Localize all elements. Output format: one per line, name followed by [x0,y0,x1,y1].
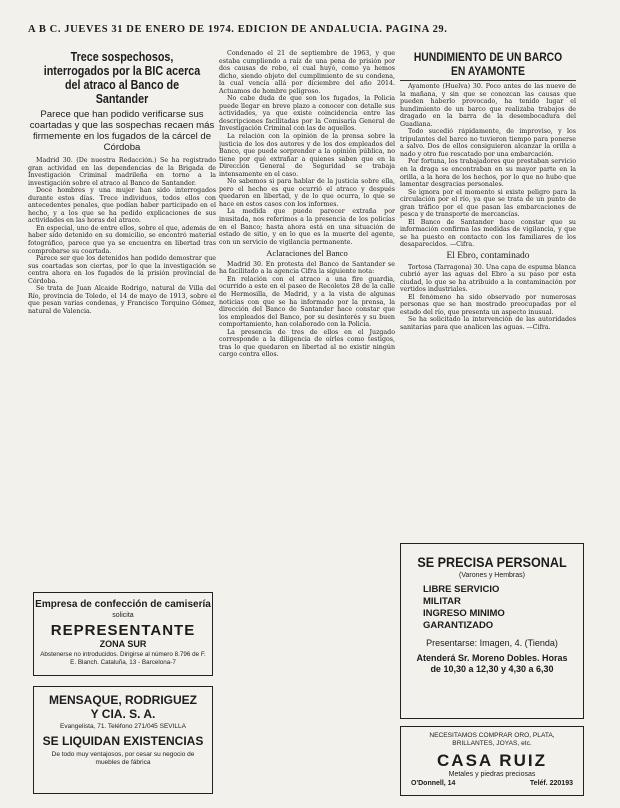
ad-details: De todo muy ventajosos, por cesar su negocio de muebles de fábrica [51,751,195,766]
ad-mensaque [33,686,213,794]
ad-contact: Presentarse: Imagen, 4. (Tienda) [426,638,558,648]
ad-phone: Teléf. 220193 [529,780,573,787]
article-headline: Trece sospechosos, interrogados por la BIC acerca del atraco al Banco de Santander [43,50,201,106]
ad-main: REPRESENTANTE [50,622,196,639]
article-atraco [28,50,216,315]
ad-main: CASA RUIZ [437,751,547,770]
page-header: A B C. JUEVES 31 DE ENERO DE 1974. EDICION DE ANDALUCIA. PAGINA 29. [28,24,448,35]
ad-requirement: LIBRE SERVICIO [423,584,500,595]
ad-address: O'Donnell, 14 [411,780,456,787]
article-headline: HUNDIMIENTO DE UN BARCO EN AYAMONTE [413,50,563,78]
article-paragraph: Se trata de Juan Alcaide Rodrigo, natural de Villa del Río, provincia de Toledo, el 14 de mayo de 1913, sobre el que pesan varias condenas, y Francisco Torquino Gómez, natural de Valencia. [28,285,216,315]
article-paragraph: No cabe duda de que son los fugados, la Policía puede llegar en breve plazo a conocer con detalle sus actividades, ya que existe coincidencia entre las descripciones facilitadas por la Comisaría General de Investigación Criminal con las de aquellos. [219,95,395,133]
ad-subtitle: solicita [112,612,134,619]
article-paragraph: Parece ser que los detenidos han podido demostrar que sus coartadas son ciertas, por lo que la investigación se centra ahora en los fugados de la prisión provincial de Córdoba. [28,255,216,285]
section-subhead: Aclaraciones del Banco [266,248,348,259]
divider [400,80,576,81]
article-deck: Parece que han podido verificarse sus coartadas y que las sospechas recaen más firmemente en los fugados de la cárcel de Córdoba [29,109,215,153]
article-paragraph: Tortosa (Tarragona) 30. Una capa de espuma blanca cubrió ayer las aguas del Ebro a su paso por esta ciudad, lo que se ha atribuido a la contaminación por vertidos industriales. [400,263,576,294]
ad-personal [400,543,584,719]
ad-subtitle: Metales y piedras preciosas [448,771,536,778]
article-paragraph: Se ignora por el momento si existe peligro para la circulación por el río, ya que se trata de un punto de gran tráfico por el que pasan las embarcaciones de pesca y de transporte de mercancías. [400,188,576,219]
section-subhead: El Ebro, contaminado [446,251,530,262]
ad-zone: ZONA SUR [99,639,147,649]
article-paragraph: Madrid 30. En protesta del Banco de Santander se ha facilitado a la agencia Cifra la siguiente nota: [219,260,395,276]
article-continuation [219,50,395,359]
ad-address: Evangelista, 71. Teléfono 271/045 SEVILLA [59,723,186,730]
article-paragraph: La relación con la opinión de la prensa sobre la justicia de los dos autores y de los dos empleados del Banco, que puede sorprender a la opinión pública, no tiene por qué extrañar a quienes saben que en la Dirección General de Seguridad se trabaja intensamente en el caso. [219,133,395,178]
article-paragraph: Por fortuna, los trabajadores que prestaban servicio en la draga se encontraban en su mayor parte en la orilla, a la hora de los hechos, por lo que no hubo que lamentar desgracias personales. [400,158,576,189]
article-paragraph: El Banco de Santander hace constar que su información confirma las medidas de vigilancia, y que se ha puesto en contacto con los familiares de los desaparecidos. —Cifra. [400,218,576,249]
ad-title: NECESITAMOS COMPRAR ORO, PLATA, BRILLANTES, JOYAS, etc. [429,732,555,747]
ad-title: SE PRECISA PERSONAL [417,554,567,570]
ad-requirement: GARANTIZADO [423,620,494,631]
ad-requirements [401,584,583,632]
article-paragraph: Madrid 30. (De nuestra Redacción.) Se ha registrado gran actividad en las dependencias de la Brigada de Investigación Criminal madrileña en torno a la investigación sobre el atraco al Banco de Santander. [28,157,216,187]
article-paragraph: No sabemos si para hablar de la justicia sobre ella, pero el hecho es que ocurrió el atraco y después quedaron en libertad, y de lo que ocurra, lo que se hace en estos casos con los informes. [219,178,395,208]
article-paragraph: La presencia de tres de ellos en el Juzgado corresponde a la diligencia de oírles como testigos, tras lo que quedaron en libertad al no existir ningún cargo contra ellos. [219,328,395,359]
ad-title: Empresa de confección de camisería [35,599,211,610]
article-paragraph: Se ha solicitado la intervención de las autoridades sanitarias para que analicen las aguas. —Cifra. [400,316,576,331]
article-paragraph: En especial, uno de entre ellos, sobre el que, además de haber sido detenido en su domicilio, se encontró material fotográfico, parece que ya se encuentra en libertad tras comprobarse su coartada. [28,224,216,255]
article-ayamonte [400,50,576,332]
ad-title: MENSAQUE, RODRIGUEZ Y CIA. S. A. [48,693,197,721]
article-paragraph: El fenómeno ha sido observado por numerosas personas que se han mostrado preocupadas por el estado del río, que presenta un aspecto inusual. [400,293,576,316]
article-paragraph: La medida que puede parecer extraña por inusitada, nos referimos a la presencia de los policías en el Banco; hasta ahora está en una situación de estado de sitio, y en lo que es la muerte del agente, con un servicio de vigilancia permanente. [219,208,395,246]
ad-details: Abstenerse no introducidos. Dirigirse al número 8.796 de F. E. Blanch. Cataluña, 13 - Barcelona-7 [40,651,206,666]
article-paragraph: En relación con el atraco a una fire guardia, ocurrido a este en el paseo de Recoletos 28 de la calle de Hermosilla, de Madrid, y a la vista de algunas noticias con que se ha informado por la prensa, la dirección del Banco de Santander hace constar que los empleados del Banco, por su desinterés y su buen comportamiento, han colaborado con la Policía. [219,275,395,329]
ad-requirement: MILITAR [423,596,461,607]
ad-requirement: INGRESO MINIMO [423,608,505,619]
article-paragraph: Ayamonte (Huelva) 30. Poco antes de las nueve de la mañana, y sin que se conozcan las causas que pueden haberlo provocado, ha tenido lugar el hundimiento de un barco que realizaba trabajos de dragado en la barra de la desembocadura del Guadiana. [400,83,576,128]
ad-casa-ruiz [400,726,584,796]
ad-camiseria [33,592,213,676]
article-paragraph: Doce hombres y una mujer han sido interrogados durante estos días. Trece individuos, todos ellos con antecedentes penales, que podían haber participado en el hecho, y a los que se ha pedido explicaciones de sus actividades en las horas del atraco. [28,187,216,225]
article-paragraph: Todo sucedió rápidamente, de improviso, y los tripulantes del barco no tuvieron tiempo para ponerse a salvo. Dos de ellos consiguieron alcanzar la orilla a nado y otro fue rescatado por una embarcación. [400,128,576,158]
ad-hours: Atenderá Sr. Moreno Dobles. Horas de 10,30 a 12,30 y 4,30 a 6,30 [416,653,568,674]
ad-main: SE LIQUIDAN EXISTENCIAS [42,734,204,748]
ad-footer [401,780,583,787]
article-paragraph: Condenado el 21 de septiembre de 1963, y que estaba cumpliendo a raíz de una pena de prisión por dos causas de robo, el cual huyó, como ya hemos dicho, siendo objeto del cumplimiento de su condena, la cual vencía allá por diciembre del año 2014. Actuamos de hombre peligroso. [219,50,395,95]
ad-subtitle: (Varones y Hembras) [458,572,525,579]
